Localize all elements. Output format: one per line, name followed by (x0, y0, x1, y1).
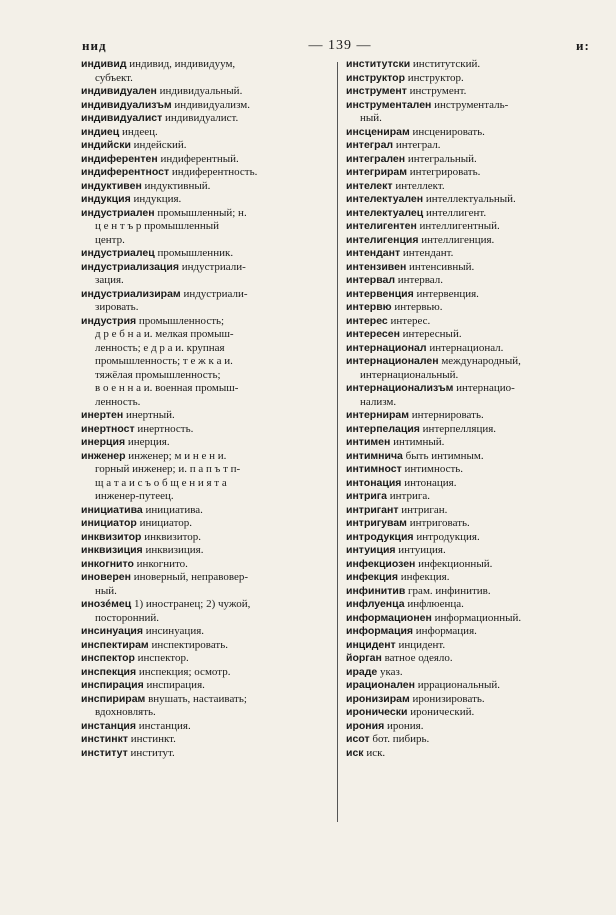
headword: инквизитор (81, 530, 142, 543)
headword: информация (346, 625, 414, 637)
translation: интерпелляция. (422, 422, 497, 435)
headword: интервал (346, 274, 396, 286)
headword: интимнича (346, 449, 403, 462)
dictionary-entry (346, 747, 582, 761)
dictionary-entry (346, 234, 582, 248)
dictionary-entry (346, 504, 582, 518)
dictionary-entry (346, 99, 582, 126)
dictionary-entry (81, 193, 334, 207)
translation: инфлюенца. (407, 598, 464, 610)
headword: индивид (81, 58, 127, 70)
translation: ленность. (95, 395, 141, 408)
dictionary-entry (81, 139, 334, 153)
translation: ный. (360, 112, 382, 124)
translation: инспирация. (146, 679, 205, 691)
headword: инспекция (81, 665, 137, 678)
left-column (81, 58, 334, 760)
headword: интеграл (346, 139, 394, 151)
dictionary-entry (81, 733, 334, 747)
dictionary-entry (346, 139, 582, 153)
translation: интенсивный. (409, 260, 475, 273)
translation: интегрировать. (409, 166, 481, 178)
headword: индиец (81, 125, 120, 138)
headword: институтски (346, 58, 411, 70)
headword: интервенция (346, 287, 414, 300)
dictionary-entry (346, 571, 582, 585)
dictionary-entry (346, 693, 582, 707)
translation: вдохновлять. (95, 706, 156, 718)
translation: быть интимным. (405, 449, 484, 462)
dictionary-entry (81, 720, 334, 734)
dictionary-entry (81, 315, 334, 410)
headword: инспектор (81, 652, 135, 664)
headword: инстинкт (81, 733, 128, 745)
headword: инфекциозен (346, 557, 416, 570)
headword: информационен (346, 611, 432, 624)
translation: институт. (130, 746, 175, 759)
headword: интендант (346, 247, 401, 259)
headword: интуиция (346, 544, 396, 556)
dictionary-entry (346, 58, 582, 72)
translation: инцидент. (398, 638, 446, 651)
headword: инстанция (81, 719, 136, 732)
headword: инспирация (81, 679, 144, 691)
dictionary-entry (81, 166, 334, 180)
dictionary-entry (81, 693, 334, 720)
headword: инозéмец (81, 598, 132, 610)
translation: индукция. (133, 193, 182, 205)
translation: в о е н н а и. военная промыш- (95, 382, 239, 394)
dictionary-entry (346, 423, 582, 437)
translation: ирония. (386, 719, 424, 732)
dictionary-entry (81, 625, 334, 639)
headword: инквизиция (81, 544, 143, 556)
headword: интернационален (346, 355, 439, 367)
headword: инспирирам (81, 692, 146, 705)
dictionary-entry (81, 652, 334, 666)
dictionary-entry (346, 274, 582, 288)
translation: инсценировать. (412, 125, 485, 138)
translation: бот. пибирь. (372, 733, 430, 745)
translation: горный инженер; и. п а п ъ т п- (95, 463, 241, 475)
headword: интимност (346, 463, 402, 475)
dictionary-entry (81, 544, 334, 558)
dictionary-entry (81, 531, 334, 545)
dictionary-entry (81, 247, 334, 261)
translation: зация. (95, 274, 124, 286)
dictionary-entry (81, 409, 334, 423)
dictionary-entry (346, 180, 582, 194)
dictionary-entry (81, 504, 334, 518)
translation: инфекция. (400, 571, 450, 583)
dictionary-entry (346, 126, 582, 140)
headword: инструментален (346, 98, 432, 111)
translation: интернациональный. (360, 368, 459, 381)
dictionary-entry (81, 436, 334, 450)
headword: инспектирам (81, 638, 149, 651)
dictionary-entry (81, 85, 334, 99)
translation: посторонний. (95, 611, 160, 624)
translation: международный, (441, 355, 521, 367)
dictionary-entry (346, 436, 582, 450)
translation: нализм. (360, 395, 397, 408)
headword: интелектуален (346, 193, 424, 205)
headword: интонация (346, 476, 402, 489)
headword: ирационален (346, 679, 415, 691)
headword: интродукция (346, 530, 414, 543)
dictionary-entry (346, 531, 582, 545)
translation: индиферентный. (160, 152, 239, 165)
translation: указ. (379, 665, 403, 678)
translation: инспектировать. (151, 638, 228, 651)
translation: индеец. (121, 125, 158, 138)
headword: индустриален (81, 206, 155, 219)
translation: индуктивный. (144, 179, 211, 192)
headword: интелигенция (346, 233, 419, 246)
dictionary-entry (81, 180, 334, 194)
translation: д р е б н а и. мелкая промыш- (95, 328, 234, 340)
headword: инерция (81, 436, 126, 448)
headword: инертност (81, 422, 135, 435)
translation: ный. (95, 584, 117, 597)
dictionary-entry (346, 639, 582, 653)
dictionary-entry (81, 747, 334, 761)
translation: интеллигенция. (421, 233, 495, 246)
translation: инсинуация. (145, 625, 205, 637)
translation: интуиция. (398, 544, 446, 556)
translation: инертный. (126, 409, 175, 421)
dictionary-entry (346, 706, 582, 720)
translation: внушать, настаивать; (148, 692, 247, 705)
column-divider (337, 62, 338, 822)
translation: промышленник. (157, 247, 234, 259)
headword: индийски (81, 139, 131, 151)
headword: интерпелация (346, 422, 420, 435)
translation: субъект. (95, 71, 133, 84)
headword: интересен (346, 328, 400, 340)
dictionary-entry (346, 207, 582, 221)
translation: ц е н т ъ р промышленный (95, 220, 220, 232)
translation: инженер-путеец. (95, 490, 174, 502)
translation: инициатор. (139, 517, 193, 529)
dictionary-entry (346, 477, 582, 491)
dictionary-entry (81, 99, 334, 113)
translation: иронизировать. (412, 692, 485, 705)
translation: интервью. (394, 301, 443, 313)
headword: иронически (346, 706, 408, 718)
headword: интелектуалец (346, 206, 424, 219)
headword: интегрален (346, 152, 406, 165)
translation: интегральный. (407, 152, 477, 165)
translation: промышленность; (138, 314, 225, 327)
translation: индейский. (133, 139, 187, 151)
headword: инженер (81, 449, 126, 462)
headword: интернационализъм (346, 382, 454, 394)
dictionary-entry (346, 652, 582, 666)
headword: инсценирам (346, 125, 410, 138)
translation: иск. (366, 746, 386, 759)
translation: интерес. (390, 314, 431, 327)
translation: инженер; м и н е н и. (128, 449, 227, 462)
headword: интригант (346, 503, 399, 516)
headword: индивидуалист (81, 112, 163, 124)
translation: инспекция; осмотр. (138, 665, 231, 678)
headword: индустрия (81, 314, 137, 327)
headword: интегрирам (346, 166, 408, 178)
translation: интриговать. (409, 517, 470, 529)
dictionary-entry (346, 355, 582, 382)
translation: интеллигент. (425, 206, 487, 219)
translation: индивидуализм. (174, 98, 250, 111)
translation: промышленный; н. (157, 206, 247, 219)
headword: инфекция (346, 571, 398, 583)
headword: инкогнито (81, 557, 134, 570)
translation: интриган. (401, 503, 448, 516)
headword: институт (81, 746, 128, 759)
headword: индивидуален (81, 85, 157, 97)
headword: иноверен (81, 571, 131, 583)
dictionary-entry (81, 639, 334, 653)
translation: инстанция. (138, 719, 191, 732)
headword: йорган (346, 652, 382, 664)
dictionary-entry (346, 247, 582, 261)
dictionary-entry (81, 126, 334, 140)
translation: интересный. (402, 328, 462, 340)
translation: информация. (415, 625, 477, 637)
translation: тяжёлая промышленность; (95, 368, 221, 381)
headword: интернационал (346, 341, 427, 354)
dictionary-entry (81, 288, 334, 315)
translation: интернацио- (456, 382, 515, 394)
headword: инцидент (346, 638, 396, 651)
translation: инфекционный. (418, 557, 493, 570)
headword: инфинитив (346, 584, 406, 597)
translation: индустриали- (183, 287, 248, 300)
translation: интимный. (393, 436, 445, 448)
translation: интонация. (404, 476, 457, 489)
translation: инертность. (137, 422, 194, 435)
translation: 1) иностранец; 2) чужой, (133, 598, 251, 610)
translation: инструктор. (407, 71, 464, 84)
dictionary-entry (346, 220, 582, 234)
dictionary-entry (81, 153, 334, 167)
dictionary-entry (346, 585, 582, 599)
translation: иноверный, неправовер- (133, 571, 248, 583)
dictionary-entry (346, 450, 582, 464)
translation: инквизитор. (144, 530, 202, 543)
translation: щ а т а и с ъ о б щ е н и я т а (95, 476, 227, 489)
translation: интендант. (402, 247, 454, 259)
translation: интродукция. (416, 530, 480, 543)
translation: интрига. (389, 490, 431, 502)
headword: инициатор (81, 517, 137, 529)
dictionary-entry (81, 112, 334, 126)
translation: информационный. (434, 611, 522, 624)
headword: инфлуенца (346, 598, 405, 610)
headword: инициатива (81, 503, 143, 516)
translation: индивидуальный. (159, 85, 243, 97)
headword: ирония (346, 719, 385, 732)
dictionary-entry (346, 301, 582, 315)
dictionary-entry (346, 153, 582, 167)
dictionary-entry (346, 490, 582, 504)
translation: интервенция. (416, 287, 479, 300)
dictionary-entry (346, 72, 582, 86)
dictionary-entry (81, 423, 334, 437)
dictionary-entry (81, 261, 334, 288)
dictionary-entry (346, 625, 582, 639)
dictionary-entry (346, 544, 582, 558)
translation: инструменталь- (434, 98, 509, 111)
translation: инструмент. (409, 85, 467, 97)
headword: инструктор (346, 71, 405, 84)
headword: индиферентен (81, 152, 158, 165)
translation: промышленность; т е ж к а и. (95, 355, 233, 367)
translation: интеллигентный. (419, 220, 500, 232)
dictionary-entry (346, 612, 582, 626)
headword: индустриализация (81, 260, 179, 273)
dictionary-entry (346, 315, 582, 329)
translation: центр. (95, 233, 125, 246)
headword: инсинуация (81, 625, 144, 637)
dictionary-entry (346, 720, 582, 734)
translation: индивидуалист. (165, 112, 239, 124)
headword: интрига (346, 490, 388, 502)
translation: интимность. (404, 463, 464, 475)
dictionary-entry (346, 328, 582, 342)
dictionary-entry (81, 558, 334, 572)
translation: интеллект. (395, 179, 445, 192)
translation: интеграл. (395, 139, 441, 151)
translation: интернировать. (411, 409, 484, 421)
dictionary-entry (81, 207, 334, 248)
headword: интимен (346, 436, 391, 448)
headword: инертен (81, 409, 124, 421)
headword: интелект (346, 179, 393, 192)
translation: инквизиция. (145, 544, 204, 556)
translation: индиферентность. (171, 166, 258, 178)
translation: инстинкт. (130, 733, 176, 745)
translation: ватное одеяло. (384, 652, 453, 664)
dictionary-entry (346, 598, 582, 612)
dictionary-entry (346, 409, 582, 423)
dictionary-entry (81, 679, 334, 693)
translation: институтский. (412, 58, 481, 70)
dictionary-entry (81, 571, 334, 598)
dictionary-entry (81, 58, 334, 85)
dictionary-entry (346, 679, 582, 693)
translation: иррациональный. (417, 679, 501, 691)
headword: иск (346, 746, 364, 759)
dictionary-entry (346, 382, 582, 409)
dictionary-entry (81, 450, 334, 504)
dictionary-entry (346, 193, 582, 207)
translation: инерция. (127, 436, 170, 448)
dictionary-entry (346, 85, 582, 99)
translation: иронический. (410, 706, 475, 718)
dictionary-entry (346, 558, 582, 572)
dictionary-entry (346, 288, 582, 302)
headword: индивидуализъм (81, 98, 172, 111)
headword: индустриализирам (81, 287, 181, 300)
headword: исот (346, 733, 370, 745)
dictionary-entry (346, 517, 582, 531)
translation: инспектор. (137, 652, 189, 664)
dictionary-entry (81, 598, 334, 625)
dictionary-entry (346, 463, 582, 477)
headword: индукция (81, 193, 131, 205)
headword: индустриалец (81, 247, 155, 259)
dictionary-entry (81, 517, 334, 531)
headword: ираде (346, 665, 378, 678)
dictionary-entry (346, 666, 582, 680)
headword: интервю (346, 301, 392, 313)
running-head-left: нид (82, 38, 107, 53)
translation: индустриали- (181, 260, 246, 273)
headword: интригувам (346, 517, 407, 529)
translation: индивид, индивидуум, (129, 58, 236, 70)
headword: интензивен (346, 260, 407, 273)
headword: интелигентен (346, 220, 417, 232)
headword: интерес (346, 314, 388, 327)
translation: инкогнито. (136, 557, 188, 570)
dictionary-entry (81, 666, 334, 680)
translation: зировать. (95, 301, 139, 313)
dictionary-entry (346, 342, 582, 356)
translation: инициатива. (145, 503, 203, 516)
headword: индуктивен (81, 179, 142, 192)
headword: интернирам (346, 409, 410, 421)
translation: интервал. (397, 274, 444, 286)
translation: грам. инфинитив. (408, 584, 491, 597)
dictionary-entry (346, 261, 582, 275)
translation: интернационал. (429, 341, 504, 354)
right-column (346, 58, 582, 760)
headword: иронизирам (346, 692, 410, 705)
dictionary-entry (346, 166, 582, 180)
page-number: — 139 — (308, 38, 372, 53)
headword: инструмент (346, 85, 407, 97)
dictionary-entry (346, 733, 582, 747)
headword: индиферентност (81, 166, 170, 178)
translation: ленность; е д р а и. крупная (95, 341, 225, 354)
translation: интеллектуальный. (425, 193, 516, 205)
running-head-right: и: (576, 38, 590, 53)
